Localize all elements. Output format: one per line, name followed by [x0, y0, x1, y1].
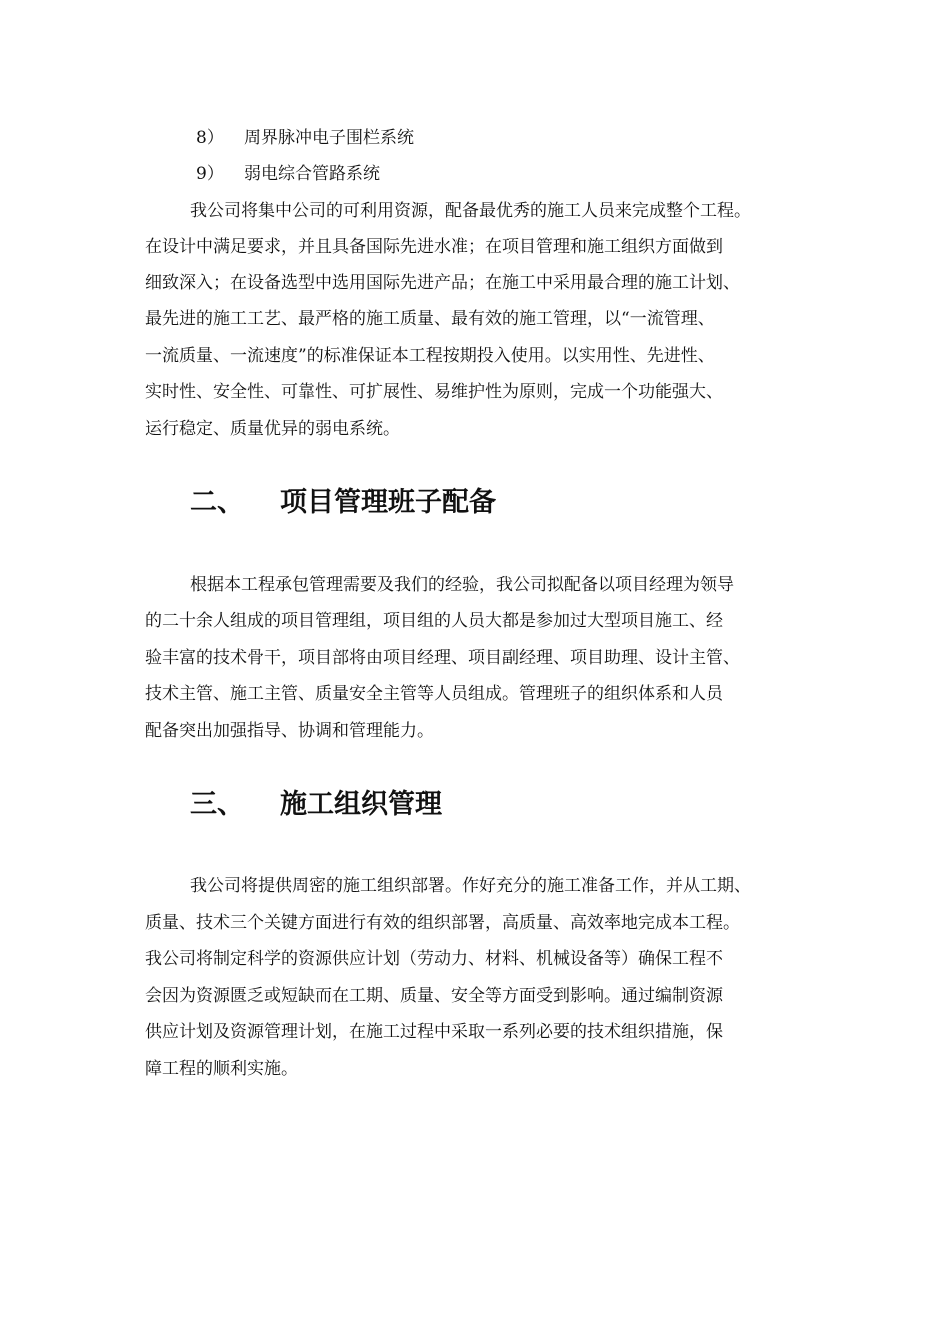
paragraph-line: 障工程的顺利实施。: [145, 1059, 298, 1079]
paragraph-line: 的二十余人组成的项目管理组，项目组的人员大都是参加过大型项目施工、经: [145, 611, 723, 631]
paragraph-line: 配备突出加强指导、协调和管理能力。: [145, 721, 434, 741]
paragraph-line: 实时性、安全性、可靠性、可扩展性、易维护性为原则，完成一个功能强大、: [145, 382, 723, 402]
paragraph-line: 根据本工程承包管理需要及我们的经验，我公司拟配备以项目经理为领导: [190, 575, 734, 595]
section-title: 施工组织管理: [280, 789, 442, 820]
section-heading: [190, 788, 442, 822]
list-item-number: 8）: [196, 128, 224, 148]
paragraph-line: 我公司将集中公司的可利用资源，配备最优秀的施工人员来完成整个工程。: [190, 201, 751, 221]
section-number: 二、: [190, 487, 244, 518]
paragraph-line: 供应计划及资源管理计划，在施工过程中采取一系列必要的技术组织措施，保: [145, 1022, 723, 1042]
paragraph-line: 会因为资源匮乏或短缺而在工期、质量、安全等方面受到影响。通过编制资源: [145, 986, 723, 1006]
list-item-text: 弱电综合管路系统: [244, 164, 380, 184]
section-number: 三、: [190, 789, 244, 820]
section-title: 项目管理班子配备: [280, 487, 496, 518]
section-heading: [190, 486, 496, 520]
list-item-number: 9）: [196, 164, 224, 184]
paragraph-line: 我公司将制定科学的资源供应计划（劳动力、材料、机械设备等）确保工程不: [145, 949, 723, 969]
list-item: [196, 126, 414, 150]
paragraph-line: 技术主管、施工主管、质量安全主管等人员组成。管理班子的组织体系和人员: [145, 684, 723, 704]
paragraph-line: 质量、技术三个关键方面进行有效的组织部署，高质量、高效率地完成本工程。: [145, 913, 740, 933]
list-item: [196, 162, 380, 186]
paragraph-line: 运行稳定、质量优异的弱电系统。: [145, 419, 400, 439]
paragraph-line: 最先进的施工工艺、最严格的施工质量、最有效的施工管理，以“一流管理、: [145, 309, 715, 329]
paragraph-line: 在设计中满足要求，并且具备国际先进水准；在项目管理和施工组织方面做到: [145, 237, 723, 257]
list-item-text: 周界脉冲电子围栏系统: [244, 128, 414, 148]
paragraph-line: 验丰富的技术骨干，项目部将由项目经理、项目副经理、项目助理、设计主管、: [145, 648, 740, 668]
paragraph-line: 我公司将提供周密的施工组织部署。作好充分的施工准备工作，并从工期、: [190, 876, 751, 896]
paragraph-line: 一流质量、一流速度”的标准保证本工程按期投入使用。以实用性、先进性、: [145, 346, 715, 366]
paragraph-line: 细致深入；在设备选型中选用国际先进产品；在施工中采用最合理的施工计划、: [145, 273, 740, 293]
